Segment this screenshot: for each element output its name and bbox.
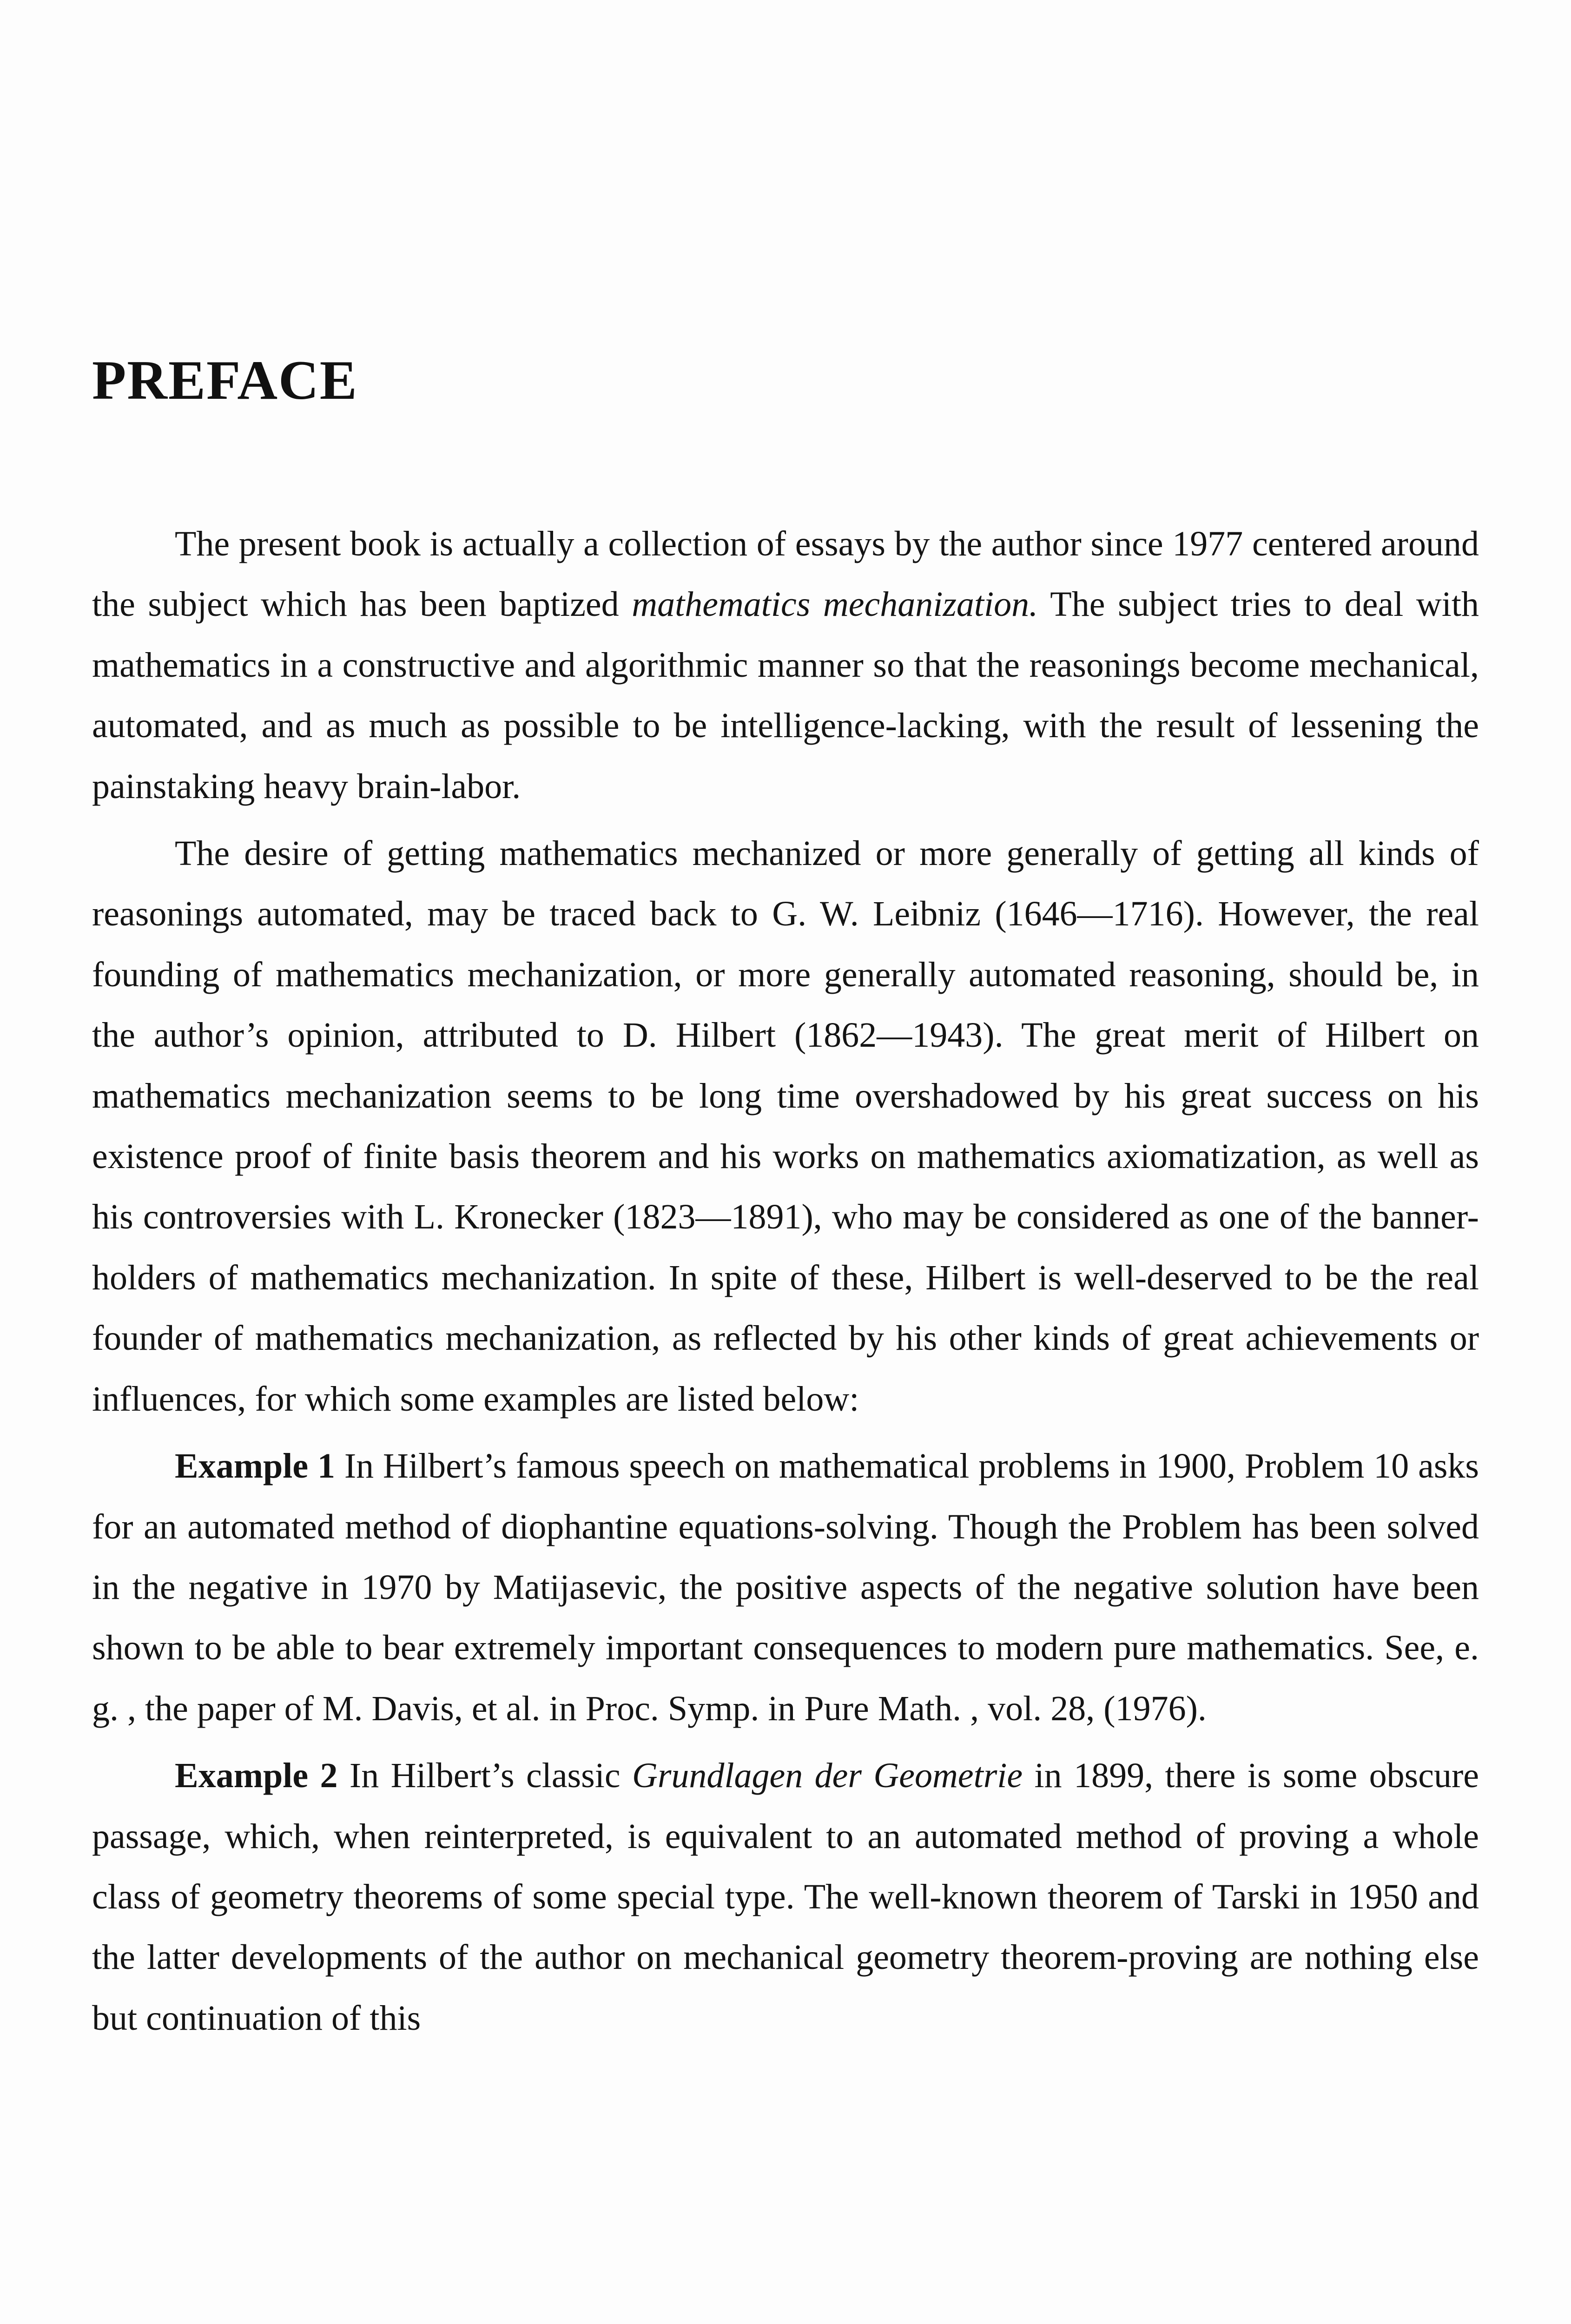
paragraph-intro: [92, 514, 1479, 817]
italic-title: Grundlagen der Geometrie: [632, 1756, 1023, 1796]
example-label: Example 2: [175, 1756, 338, 1796]
preface-body: [92, 514, 1479, 2048]
paragraph-text: In Hilbert’s classic: [337, 1756, 632, 1796]
paragraph-text: in 1899, there is some obscure passage, which, when reinterpreted, is equivalent to an automated method of proving a whole class of geometry theorems of some special type. The well-known theorem of Tarski in 1950 and the latter developments of the author on mechanical geometry theorem-proving are nothing else but continuation of this: [92, 1756, 1479, 2038]
example-label: Example 1: [175, 1446, 335, 1486]
paragraph-history: [92, 823, 1479, 1429]
paragraph-text: In Hilbert’s famous speech on mathematical problems in 1900, Problem 10 asks for an automated method of diophantine equations-solving. Though the Problem has been solved in the negative in 1970 by Matijasevic, the positive aspects of the negative solution have been shown to be able to bear extremely important consequences to modern pure mathematics. See, e. g. , the paper of M. Davis, et al. in Proc. Symp. in Pure Math. , vol. 28, (1976).: [92, 1446, 1479, 1728]
paragraph-text: The present book is actually a collection of essays by the author since 1977 centered around the subject which has been baptized: [92, 524, 1479, 624]
paragraph-text: The desire of getting mathematics mechanized or more generally of getting all kinds of reasonings automated, may be traced back to G. W. Leibniz (1646—1716). However, the real founding of mathematics mechanization, or more generally automated reasoning, should be, in the author’s opinion, attributed to D. Hilbert (1862—1943). The great merit of Hilbert on mathematics mechanization seems to be long time overshadowed by his great success on his existence proof of finite basis theorem and his works on mathematics axiomatization, as well as his controversies with L. Kronecker (1823—1891), who may be considered as one of the banner-holders of mathematics mechanization. In spite of these, Hilbert is well-deserved to be the real founder of mathematics mechanization, as reflected by his other kinds of great achievements or influences, for which some examples are listed below:: [92, 834, 1479, 1419]
italic-term: mathematics mechanization.: [632, 585, 1038, 624]
paragraph-text: The subject tries to deal with mathematics in a constructive and algorithmic manner so that the reasonings become mechanical, automated, and as much as possible to be intelligence-lacking, with the result of lessening the painstaking heavy brain-labor.: [92, 585, 1479, 806]
paragraph-example-2: [92, 1745, 1479, 2048]
paragraph-example-1: [92, 1436, 1479, 1739]
page-title: PREFACE: [92, 349, 358, 411]
